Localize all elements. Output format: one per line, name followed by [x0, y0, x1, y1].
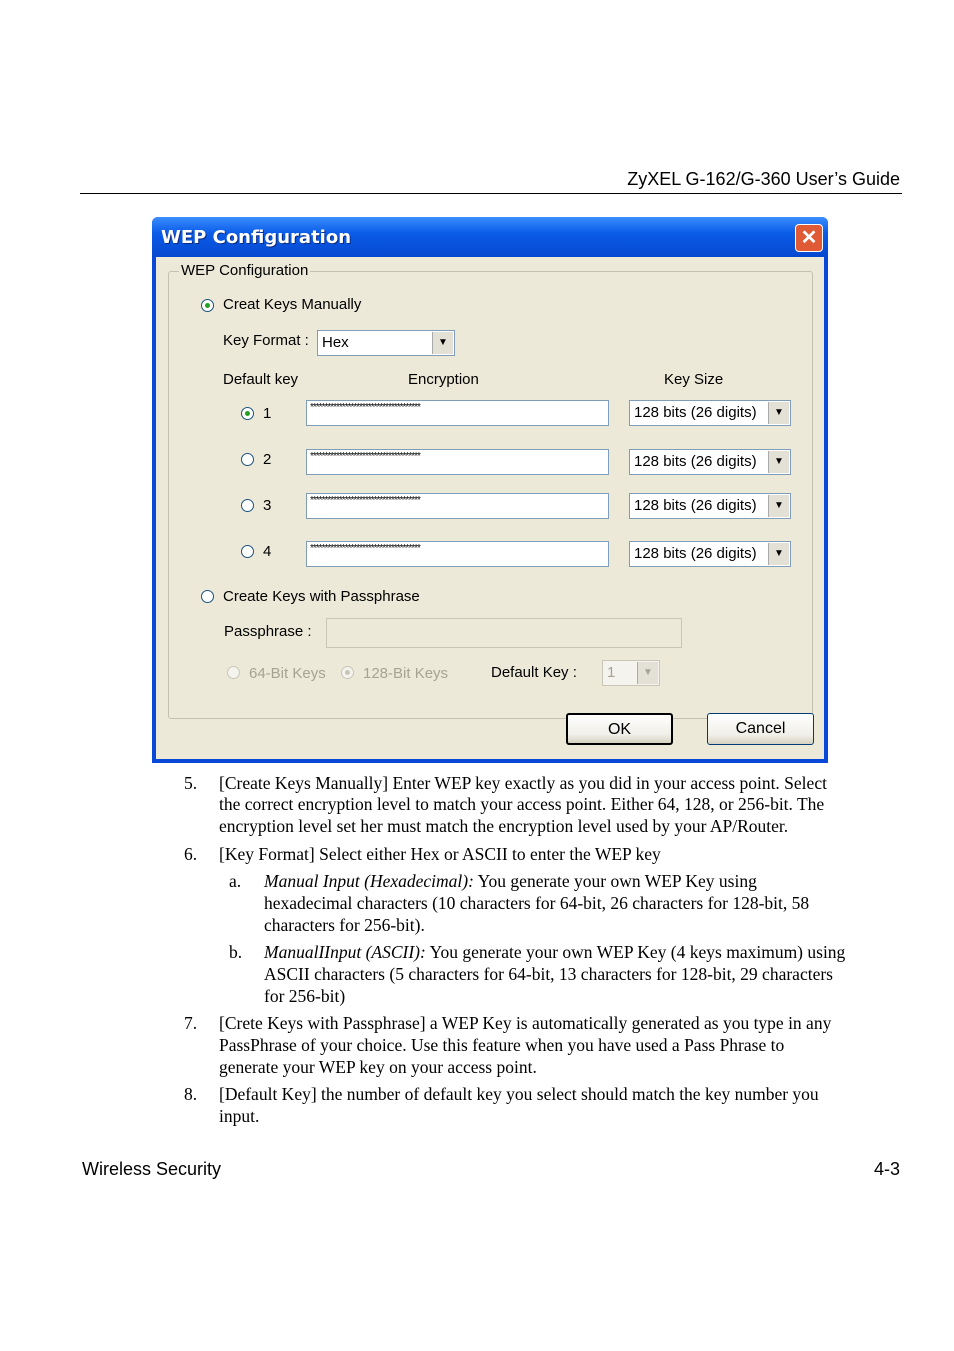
- step-number: 7.: [184, 1013, 198, 1033]
- substep-text: ASCII characters (5 characters for 64-bit, 13 characters for 128-bit, 29 characters: [264, 964, 833, 984]
- passphrase-input[interactable]: [326, 618, 682, 648]
- chevron-down-icon: ▼: [768, 451, 789, 473]
- step-number: 8.: [184, 1084, 198, 1104]
- step-text: [Crete Keys with Passphrase] a WEP Key is automatically generated as you type in any: [219, 1013, 832, 1033]
- step-text: [Create Keys Manually] Enter WEP key exactly as you did in your access point. Select: [219, 773, 827, 793]
- key-number-1: 1: [263, 405, 272, 422]
- close-icon: ✕: [800, 227, 818, 249]
- step-text: generate your WEP key on your access point.: [219, 1057, 537, 1077]
- key-number-3: 3: [263, 497, 272, 514]
- chevron-down-icon: ▼: [432, 332, 453, 354]
- step-number: 6.: [184, 844, 198, 864]
- substep-text: characters for 256-bit).: [264, 915, 425, 935]
- key-format-select[interactable]: [317, 330, 455, 356]
- substep-letter: a.: [229, 871, 242, 891]
- manual-keys-radio[interactable]: [201, 299, 214, 312]
- step-text: the correct encryption level to match your access point. Either 64, 128, or 256-bit. The: [219, 794, 825, 814]
- default-key-radio-1[interactable]: [241, 407, 254, 420]
- key-size-value-4: 128 bits (26 digits): [634, 545, 757, 562]
- default-key-value: 1: [607, 664, 616, 681]
- key-size-column-header: Key Size: [664, 371, 724, 388]
- step-text: [Key Format] Select either Hex or ASCII to enter the WEP key: [219, 844, 661, 864]
- manual-keys-label: Creat Keys Manually: [223, 296, 362, 313]
- key-size-value-3: 128 bits (26 digits): [634, 497, 757, 514]
- bit128-label: 128-Bit Keys: [363, 665, 449, 682]
- default-key-radio-4[interactable]: [241, 545, 254, 558]
- passphrase-radio-label: Create Keys with Passphrase: [223, 588, 420, 605]
- key-size-select-1[interactable]: [629, 400, 791, 426]
- wep-key-input-1[interactable]: **************************************: [306, 400, 609, 426]
- default-key-radio-2[interactable]: [241, 453, 254, 466]
- passphrase-radio[interactable]: [201, 590, 214, 603]
- default-key-label: Default Key :: [491, 664, 577, 681]
- bit64-label: 64-Bit Keys: [249, 665, 326, 682]
- substep-text: [264, 941, 845, 963]
- wep-key-input-3[interactable]: **************************************: [306, 493, 609, 519]
- substep-text: for 256-bit): [264, 986, 346, 1006]
- default-key-radio-3[interactable]: [241, 499, 254, 512]
- step-text: encryption level set her must match the encryption level used by your AP/Router.: [219, 816, 789, 836]
- ok-button[interactable]: OK: [566, 713, 673, 745]
- substep-text: [264, 870, 757, 892]
- substep-rest: You generate your own WEP Key (4 keys maximum) using: [425, 942, 846, 962]
- key-size-select-4[interactable]: [629, 541, 791, 567]
- substep-text: hexadecimal characters (10 characters for 64-bit, 26 characters for 128-bit, 58: [264, 893, 810, 913]
- chevron-down-icon: ▼: [637, 662, 658, 684]
- substep-rest: You generate your own WEP Key using: [473, 871, 757, 891]
- substep-italic: ManualIInput (ASCII):: [264, 942, 426, 962]
- chevron-down-icon: ▼: [768, 495, 789, 517]
- bit64-radio[interactable]: [227, 666, 240, 679]
- encryption-column-header: Encryption: [408, 371, 479, 388]
- wep-key-input-4[interactable]: **************************************: [306, 541, 609, 567]
- substep-letter: b.: [229, 942, 243, 962]
- group-label: WEP Configuration: [181, 262, 309, 279]
- key-size-select-2[interactable]: [629, 449, 791, 475]
- dialog-client-area: [156, 257, 824, 759]
- step-number: 5.: [184, 773, 198, 793]
- guide-title: ZyXEL G-162/G-360 User’s Guide: [627, 169, 900, 189]
- step-text: input.: [219, 1106, 260, 1126]
- substep-italic: Manual Input (Hexadecimal):: [264, 871, 474, 891]
- dialog-titlebar[interactable]: [152, 217, 828, 257]
- key-format-value: Hex: [322, 334, 349, 351]
- dialog-title: WEP Configuration: [161, 227, 352, 248]
- default-key-select[interactable]: [602, 660, 660, 686]
- step-text: PassPhrase of your choice. Use this feature when you have used a Pass Phrase to: [219, 1035, 785, 1055]
- wep-key-input-2[interactable]: **************************************: [306, 449, 609, 475]
- key-size-select-3[interactable]: [629, 493, 791, 519]
- key-size-value-1: 128 bits (26 digits): [634, 404, 757, 421]
- wep-configuration-dialog: [152, 217, 828, 763]
- key-size-value-2: 128 bits (26 digits): [634, 453, 757, 470]
- bit128-radio[interactable]: [341, 666, 354, 679]
- key-number-4: 4: [263, 543, 272, 560]
- step-text: [Default Key] the number of default key you select should match the key number you: [219, 1084, 819, 1104]
- cancel-button[interactable]: Cancel: [707, 713, 814, 745]
- footer-page-number: 4-3: [873, 1159, 900, 1179]
- default-key-column-header: Default key: [223, 371, 299, 388]
- wep-group-box: [168, 262, 813, 719]
- page-header: [80, 169, 902, 194]
- chevron-down-icon: ▼: [768, 543, 789, 565]
- key-number-2: 2: [263, 451, 272, 468]
- close-button[interactable]: [795, 224, 823, 252]
- footer-section-title: Wireless Security: [82, 1159, 222, 1179]
- chevron-down-icon: ▼: [768, 402, 789, 424]
- key-format-label: Key Format :: [223, 332, 309, 349]
- passphrase-label: Passphrase :: [224, 623, 312, 640]
